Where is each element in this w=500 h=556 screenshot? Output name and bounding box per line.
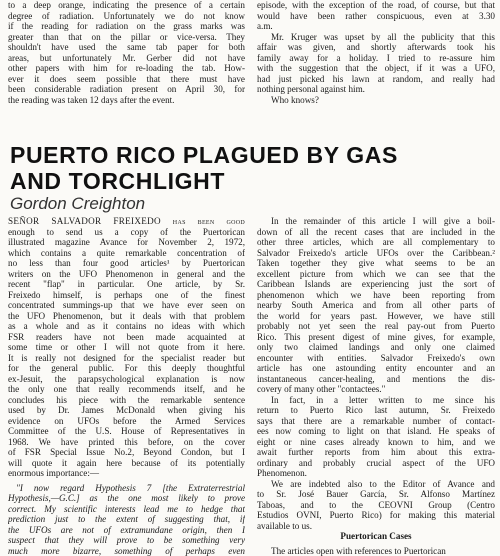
text-line: covery of many other "contactees." [257, 384, 495, 395]
article-title [10, 142, 495, 194]
text-line: ever it does seem possible that there must have [8, 74, 245, 85]
text-line: ees now coming to light on that island. He speaks of [257, 426, 495, 437]
text-line: degree of radiation. Unfortunately we do not know [8, 11, 245, 22]
text-line: the world for years past. However, we have still [257, 311, 495, 322]
text-line: with the suggestion that the object, if it was a UFO, [257, 63, 495, 74]
text-line: affair was given, and shortly afterwards took his [257, 42, 495, 53]
previous-article-paragraph [8, 0, 245, 105]
text-line: which contains a quite remarkable concentration of [8, 248, 245, 259]
article-left-column [8, 216, 245, 556]
text-line: other three articles, which are all complementary to [257, 237, 495, 248]
text-line: as a whole and as it contains no ideas with which [8, 321, 245, 332]
article-title-line-2: AND TORCHLIGHT [10, 168, 495, 194]
text-line: illustrated magazine Avance for November 2, 1972, [8, 237, 245, 248]
text-line: of FSR Special Issue No.2, Beyond Condon, but I [8, 447, 245, 458]
text-line: shouldn't have used the same tab paper for both [8, 42, 245, 53]
text-line: had just picked his lawn at random, and really had [257, 74, 495, 85]
text-line: for the general public. For this deeply thoughtful [8, 363, 245, 374]
quote-line: prediction just to the extent of suggesting that, if [8, 514, 245, 525]
text-line: nothing personal against him. [257, 84, 495, 95]
text-line: to a deep orange, indicating the presence of a certain [8, 0, 245, 11]
text-line: if the reading for radiation on the grass marks was [8, 21, 245, 32]
section-subheading: Puertorican Cases [257, 531, 495, 542]
text-line: enough to send us a copy of the Puertorican [8, 227, 245, 238]
text-line: family away for a holiday. I tried to re-assure him [257, 53, 495, 64]
text-line: some time or other I will not quote from it here. [8, 342, 245, 353]
text-line: article has one astounding entity encounter and an [257, 363, 495, 374]
text-line: phenomenon which we have been reporting from [257, 290, 495, 301]
body-paragraph [257, 216, 495, 531]
text-line: to Sr. José Bauer García, Sr. Alfonso Martínez [257, 489, 495, 500]
text-line: In fact, in a letter written to me since his [257, 395, 495, 406]
previous-article-paragraph [257, 0, 495, 105]
text-line: been considerable radiation present on April 30, for [8, 84, 245, 95]
text-line: greater than that on the pillar or vice-versa. They [8, 32, 245, 43]
quote-line: much more bizarre, something of perhaps even [8, 546, 245, 556]
quote-line: "I now regard Hypothesis 7 [the Extraterrestrial [8, 483, 245, 494]
text-line: would have been rather conspicuous, even at 3.30 [257, 11, 495, 22]
text-line: eight or nine cases already known to him, and we [257, 437, 495, 448]
text-line: await further reports from him about this extra- [257, 447, 495, 458]
text-line: Caribbean Islands are experiencing just the sort of [257, 279, 495, 290]
text-line: other papers with him for re-loading the tab. How- [8, 63, 245, 74]
text-line: Rico. This present digest of mine gives, for example, [257, 332, 495, 343]
text-line: Who knows? [257, 95, 495, 106]
text-line: no less than four good articles¹ by Puertorican [8, 258, 245, 269]
text-line: Salvador Freixedo's article UFOs over the Caribbean.² [257, 248, 495, 259]
text-line: enormous importance:— [8, 468, 245, 479]
previous-article-right-column [257, 0, 495, 105]
quote-line: correct. My scientific interests lead me to hedge that [8, 504, 245, 515]
text-line: FSR readers have not been made acquainted at [8, 332, 245, 343]
text-line: Taken together they give what seems to be an [257, 258, 495, 269]
text-line: evidence on UFOs before the Armed Services [8, 416, 245, 427]
text-line: the reading was taken 12 days after the event. [8, 95, 245, 106]
text-line: episode, with the exception of the road, of course, but that [257, 0, 495, 11]
intro-paragraph [8, 216, 245, 479]
text-line: SEÑOR SALVADOR FREIXEDO has been good [8, 216, 245, 227]
text-line: Phenomenon. [257, 468, 495, 479]
text-line: the only one that really recommends itself, and he [8, 384, 245, 395]
text-line: only two claimed landings and only one claimed [257, 342, 495, 353]
text-line: writers on the UFO Phenomenon in general and the [8, 269, 245, 280]
text-line: down of all the recent cases that are included in the [257, 227, 495, 238]
text-line: concludes his piece with the remarkable sentence [8, 395, 245, 406]
text-line: Taboas, and to the CEOVNI Group (Centro [257, 500, 495, 511]
text-line: The articles open with references to Puertorican [257, 546, 495, 556]
text-line: concentrated summings-up that we have ever seen on [8, 300, 245, 311]
text-line: probably not yet seen the real pay-out from Puerto [257, 321, 495, 332]
text-line: return to Puerto Rico last autumn, Sr. Freixedo [257, 405, 495, 416]
text-line: Committee of the U.S. House of Representatives in [8, 426, 245, 437]
article-author: Gordon Creighton [10, 194, 310, 214]
text-line: instantaneous cancer-healing, and mentions the dis- [257, 374, 495, 385]
text-line: In the remainder of this article I will give a boil- [257, 216, 495, 227]
quote-line: suspect that they will prove to be something very [8, 535, 245, 546]
text-line: Mr. Kruger was upset by all the publicity that this [257, 32, 495, 43]
text-line: Estudios OVNI, Puerto Rico) for making this material [257, 510, 495, 521]
text-line: Freixedo himself, is perhaps one of the finest [8, 290, 245, 301]
body-paragraph [257, 546, 495, 556]
text-line: recent "flap" in particular. One article, by Sr. [8, 279, 245, 290]
text-line: ex-Jesuit, the parapsychological explanation is now [8, 374, 245, 385]
text-line: available to us. [257, 521, 495, 532]
text-line: encounter with entities. Salvador Freixedo's own [257, 353, 495, 364]
text-line: a.m. [257, 21, 495, 32]
previous-article-left-column [8, 0, 245, 105]
text-line: areas, but unfortunately Mr. Gerber did not have [8, 53, 245, 64]
text-line: the UFO Phenomenon, but it deals with that problem [8, 311, 245, 322]
text-line: says that there are a remarkable number of contact- [257, 416, 495, 427]
text-line: excellent picture from which we can see that the [257, 269, 495, 280]
text-line: It is really not designed for the specialist reader but [8, 353, 245, 364]
quote-line: the UFOs are not of extramundane origin, then I [8, 525, 245, 536]
text-line: ordinary and probably crucial aspect of the UFO [257, 458, 495, 469]
article-right-column [257, 216, 495, 556]
text-line: nearby South America and from all other parts of [257, 300, 495, 311]
text-line: We are indebted also to the Editor of Avance and [257, 479, 495, 490]
article-title-line-1: PUERTO RICO PLAGUED BY GAS [10, 142, 495, 168]
text-line: used by Dr. James McDonald when giving his [8, 405, 245, 416]
mcdonald-quote [8, 483, 245, 556]
text-line: 1968. We have printed this before, on the cover [8, 437, 245, 448]
text-line: will quote it again here because of its potentially [8, 458, 245, 469]
quote-line: Hypothesis,—G.C.] as the one most likely to prove [8, 493, 245, 504]
